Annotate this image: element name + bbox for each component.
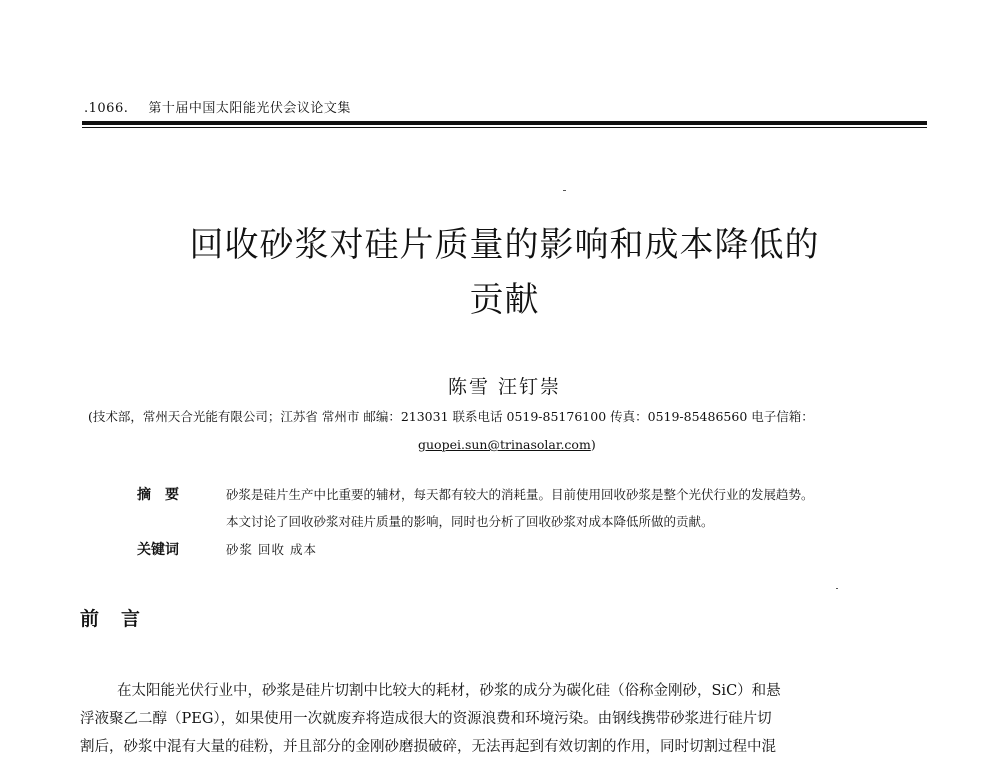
abstract-label: 摘要 [137, 487, 193, 503]
paper-title-line-2: 贡献 [469, 280, 540, 320]
author-email[interactable]: guopei.sun@trinasolar.com [418, 437, 591, 452]
email-close-paren: ) [590, 437, 596, 452]
keywords-label: 关键词 [137, 542, 179, 558]
keywords-text: 砂浆 回收 成本 [226, 542, 317, 557]
scan-speck [563, 190, 566, 191]
page-number: .1066. [84, 101, 129, 116]
body-text-line-3: 割后，砂浆中混有大量的硅粉，并且部分的金刚砂磨损破碎，无法再起到有效切割的作用，同时切割过程中混 [80, 739, 776, 755]
abstract-text-line-2: 本文讨论了回收砂浆对硅片质量的影响，同时也分析了回收砂浆对成本降低所做的贡献。 [226, 514, 714, 529]
scan-speck [836, 588, 838, 589]
header-rule-thin [82, 127, 927, 128]
paper-title-line-1: 回收砂浆对硅片质量的影响和成本降低的 [189, 225, 820, 265]
running-header [84, 97, 351, 116]
author-affiliation: (技术部，常州天合光能有限公司；江苏省 常州市 邮编：213031 联系电话 0519-85176100 传真：0519-85486560 电子信箱： [88, 409, 814, 424]
abstract-text-line-1: 砂浆是硅片生产中比重要的辅材，每天都有较大的消耗量。目前使用回收砂浆是整个光伏行业的发展趋势。 [226, 487, 814, 502]
header-rule-thick [82, 121, 927, 125]
body-text-line-2: 浮液聚乙二醇（PEG），如果使用一次就废弃将造成很大的资源浪费和环境污染。由钢线携带砂浆进行硅片切 [80, 711, 772, 727]
author-email-line [418, 437, 596, 452]
paper-authors: 陈雪 汪钉崇 [447, 376, 562, 398]
section-heading-preface: 前言 [80, 608, 163, 630]
proceedings-title: 第十届中国太阳能光伏会议论文集 [148, 101, 351, 116]
body-text-line-1: 在太阳能光伏行业中，砂浆是硅片切割中比较大的耗材，砂浆的成分为碳化硅（俗称金刚砂，SiC）和悬 [117, 683, 781, 699]
